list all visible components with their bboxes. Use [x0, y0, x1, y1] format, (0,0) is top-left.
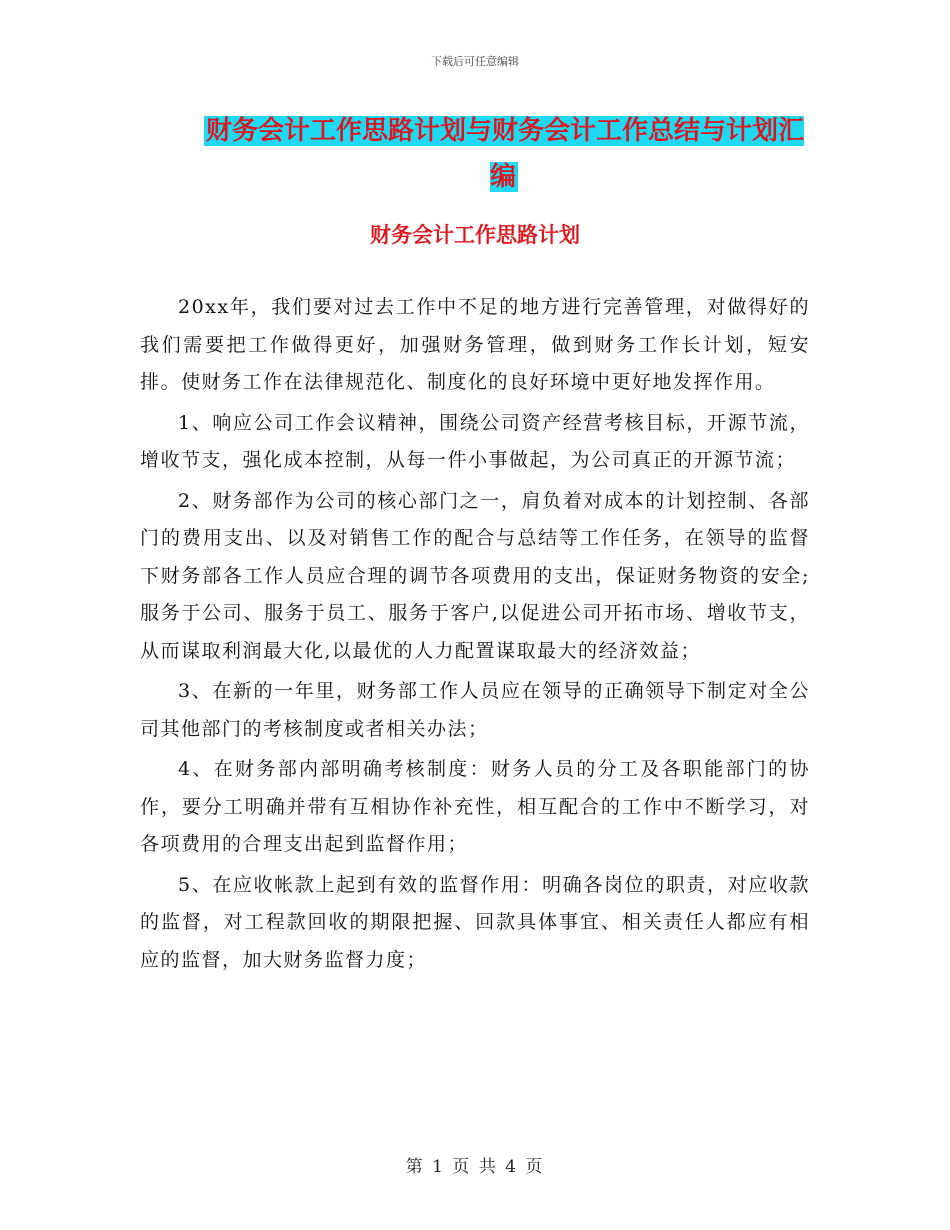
section-title: 财务会计工作思路计划 [370, 223, 580, 247]
paragraph-item-1: 1、响应公司工作会议精神，围绕公司资产经营考核目标，开源节流，增收节支，强化成本控制，从每一件小事做起，为公司真正的开源节流； [140, 411, 810, 471]
header-note: 下载后可任意编辑 [431, 55, 519, 68]
body-content [140, 289, 810, 982]
page-number: 第 1 页 共 4 页 [405, 1157, 545, 1177]
paragraph-intro: 20xx年，我们要对过去工作中不足的地方进行完善管理，对做得好的我们需要把工作做得更好，加强财务管理，做到财务工作长计划，短安排。使财务工作在法律规范化、制度化的良好环境中更好地发挥作用。 [140, 296, 810, 393]
paragraph-item-4: 4、在财务部内部明确考核制度：财务人员的分工及各职能部门的协作，要分工明确并带有互相协作补充性，相互配合的工作中不断学习，对各项费用的合理支出起到监督作用； [140, 758, 810, 855]
paragraph-item-3: 3、在新的一年里，财务部工作人员应在领导的正确领导下制定对全公司其他部门的考核制度或者相关办法； [140, 680, 810, 740]
document-title-text: 财务会计工作思路计划与财务会计工作总结与计划汇编 [205, 116, 804, 192]
paragraph-item-5: 5、在应收帐款上起到有效的监督作用：明确各岗位的职责，对应收款的监督，对工程款回收的期限把握、回款具体事宜、相关责任人都应有相应的监督，加大财务监督力度； [140, 873, 810, 971]
document-title [194, 108, 814, 200]
paragraph-item-2: 2、财务部作为公司的核心部门之一，肩负着对成本的计划控制、各部门的费用支出、以及对销售工作的配合与总结等工作任务，在领导的监督下财务部各工作人员应合理的调节各项费用的支出，保证财务物资的安全;服务于公司、服务于员工、服务于客户,以促进公司开拓市场、增收节支，从而谋取利润最大化,以最优的人力配置谋取最大的经济效益； [140, 489, 810, 662]
